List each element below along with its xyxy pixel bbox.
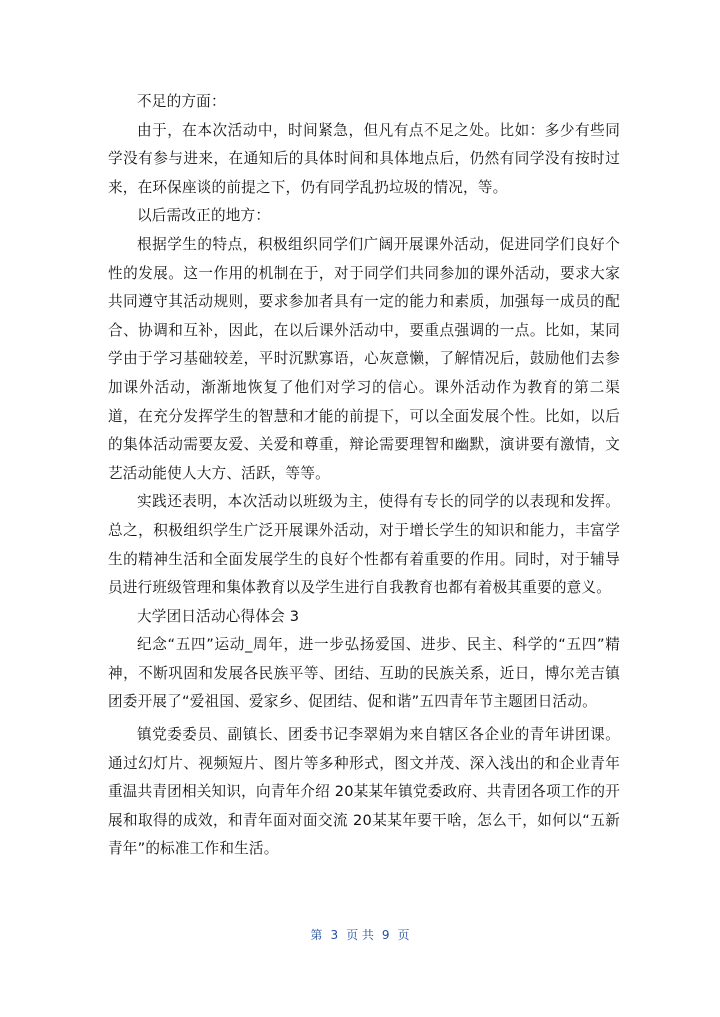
article-title: 大学团日活动心得体会 3: [137, 607, 300, 625]
footer-current-page: 3: [330, 928, 339, 942]
paragraph-may-fourth: 纪念“五四”运动_周年，进一步弘扬爱国、进步、民主、科学的“五四”精神，不断巩固和发展各民族平等、团结、互助的民族关系，近日，博尔羌吉镇团委开展了“爱祖国、爱家乡、促团结、促和谐”五四青年节主题团日活动。: [108, 636, 620, 711]
document-body: [108, 88, 620, 864]
section-heading-improvements: 以后需改正的地方：: [137, 207, 271, 225]
footer-middle: 页 共: [346, 928, 374, 942]
section-heading-shortcomings: 不足的方面：: [137, 93, 226, 110]
footer-total-pages: 9: [381, 928, 390, 942]
paragraph-improvements: 根据学生的特点，积极组织同学们广阔开展课外活动，促进同学们良好个性的发展。这一作用的机制在于，对于同学们共同参加的课外活动，要求大家共同遵守其活动规则，要求参加者具有一定的能力和素质，加强每一成员的配合、协调和互补，因此，在以后课外活动中，要重点强调的一点。比如，某同学由于学习基础较差，平时沉默寡语，心灰意懒，了解情况后，鼓励他们去参加课外活动，渐渐地恢复了他们对学习的信心。课外活动作为教育的第二渠道，在充分发挥学生的智慧和才能的前提下，可以全面发展个性。比如，以后的集体活动需要友爱、关爱和尊重，辩论需要理智和幽默，演讲要有激情，文艺活动能使人大方、活跃，等等。: [108, 235, 620, 482]
footer-prefix: 第: [310, 928, 323, 942]
paragraph-shortcomings: 由于，在本次活动中，时间紧急，但凡有点不足之处。比如：多少有些同学没有参与进来，在通知后的具体时间和具体地点后，仍然有同学没有按时过来，在环保座谈的前提之下，仍有同学乱扔垃圾的情况，等。: [108, 121, 620, 196]
page-footer: [0, 926, 720, 943]
paragraph-practice: 实践还表明，本次活动以班级为主，使得有专长的同学的以表现和发挥。总之，积极组织学生广泛开展课外活动，对于增长学生的知识和能力，丰富学生的精神生活和全面发展学生的良好个性都有着重要的作用。同时，对于辅导员进行班级管理和集体教育以及学生进行自我教育也都有着极其重要的意义。: [108, 493, 620, 597]
footer-suffix: 页: [397, 928, 410, 942]
paragraph-league-lesson: 镇党委委员、副镇长、团委书记李翠娟为来自辖区各企业的青年讲团课。通过幻灯片、视频短片、图片等多种形式，图文并茂、深入浅出的和企业青年重温共青团相关知识，向青年介绍 20某某年镇党委政府、共青团各项工作的开展和取得的成效，和青年面对面交流 20某某年要干啥，怎么干，如何以“五新青年”的标准工作和生活。: [108, 726, 621, 858]
